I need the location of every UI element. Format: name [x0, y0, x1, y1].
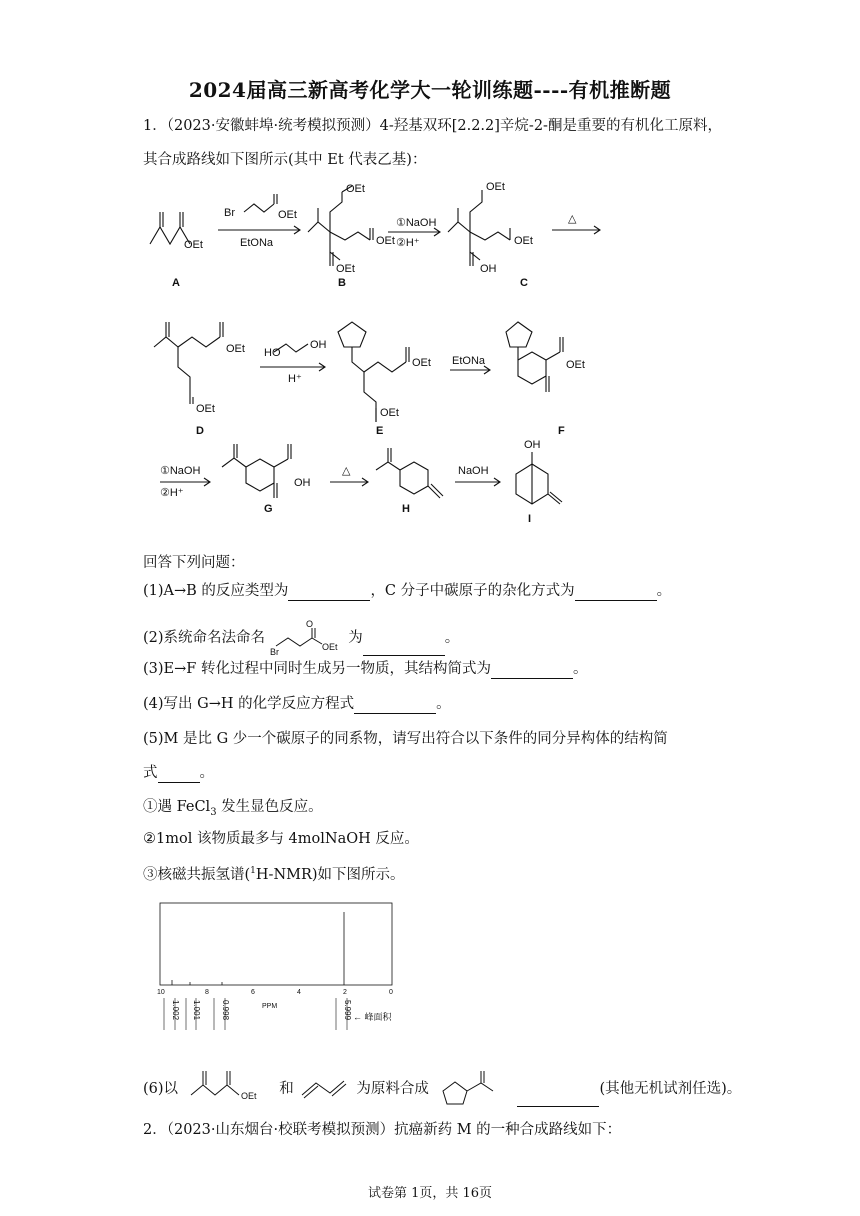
svg-text:②H⁺: ②H⁺ [396, 237, 420, 249]
svg-text:D: D [196, 425, 204, 437]
synthesis-scheme [140, 182, 620, 532]
svg-text:OH: OH [524, 439, 541, 451]
svg-text:OEt: OEt [240, 1091, 257, 1101]
answer-blank[interactable] [363, 639, 445, 656]
q2-intro: 2．（2023·山东烟台·校联考模拟预测）抗癌新药 M 的一种合成路线如下： [143, 1122, 622, 1138]
integral-label: 5.999 [343, 1000, 352, 1021]
svg-text:②H⁺: ②H⁺ [160, 487, 184, 499]
answer-blank[interactable] [354, 697, 436, 714]
nmr-spectrum [150, 898, 410, 1036]
svg-text:F: F [558, 425, 565, 437]
answer-blank[interactable] [575, 584, 657, 601]
condition-2: ②1mol 该物质最多与 4molNaOH 反应。 [143, 831, 419, 847]
answer-blank[interactable] [158, 766, 200, 783]
peak-area-label: ← 峰面积 [353, 1012, 392, 1022]
svg-text:OEt: OEt [196, 403, 215, 415]
q1-intro-line1: 1．（2023·安徽蚌埠·统考模拟预测）4-羟基双环[2.2.2]辛烷-2-酮是重要的有机化工原料， [143, 118, 722, 134]
q1-part6: (6)以 OEt 和 为原料合成 (其他无机试剂任选)。 [143, 1063, 741, 1107]
tick-label: 6 [251, 989, 255, 996]
q1-part3: (3)E→F 转化过程中同时生成另一物质，其结构简式为 。 [143, 661, 588, 677]
svg-text:OH: OH [294, 477, 311, 489]
svg-text:OEt: OEt [346, 183, 365, 195]
svg-text:OEt: OEt [486, 182, 505, 193]
svg-text:OEt: OEt [376, 235, 395, 247]
svg-text:OEt: OEt [321, 642, 338, 652]
condition-1: ①遇 FeCl$_3$ 发生显色反应。 [143, 799, 323, 818]
svg-text:OEt: OEt [278, 209, 297, 221]
tick-label: 4 [297, 989, 301, 996]
q1-part5-line2: 式 。 [143, 765, 214, 781]
svg-text:C: C [520, 277, 528, 289]
q1-part2: (2)系统命名法命名 O Br OEt 为 。 [143, 620, 460, 656]
svg-text:OEt: OEt [380, 407, 399, 419]
svg-text:△: △ [342, 465, 351, 477]
svg-text:OEt: OEt [514, 235, 533, 247]
svg-text:OH: OH [480, 263, 497, 275]
svg-text:△: △ [568, 213, 577, 225]
svg-text:A: A [172, 277, 180, 289]
svg-text:H: H [402, 503, 410, 515]
svg-text:O: O [305, 620, 313, 629]
integral-label: 0.998 [221, 1000, 230, 1021]
svg-text:①NaOH: ①NaOH [396, 217, 437, 229]
tick-label: 10 [157, 989, 165, 996]
tick-label: 2 [343, 989, 347, 996]
page-footer: 试卷第 1页，共 16页 [367, 1186, 493, 1201]
tick-label: 0 [389, 989, 393, 996]
svg-text:B: B [338, 277, 346, 289]
answer-blank[interactable] [491, 662, 573, 679]
answer-blank[interactable] [517, 1090, 599, 1107]
compound-a-structure [183, 1063, 275, 1103]
svg-text:Br: Br [224, 207, 235, 219]
page-title: 2024届高三新高考化学大一轮训练题----有机推断题 [188, 78, 672, 102]
condition-3: ③核磁共振氢谱($^1$H-NMR)如下图所示。 [143, 866, 405, 883]
svg-text:OEt: OEt [336, 263, 355, 275]
svg-text:①NaOH: ①NaOH [160, 465, 201, 477]
svg-text:OEt: OEt [184, 239, 203, 251]
answer-blank[interactable] [288, 584, 370, 601]
svg-text:NaOH: NaOH [458, 465, 489, 477]
svg-text:G: G [264, 503, 273, 515]
svg-text:OEt: OEt [412, 357, 431, 369]
butadiene-structure [298, 1071, 356, 1101]
q1-part1: (1)A→B 的反应类型为 ，C 分子中碳原子的杂化方式为 。 [143, 583, 672, 599]
svg-text:OEt: OEt [226, 343, 245, 355]
svg-text:I: I [528, 513, 532, 525]
integral-label: 1.001 [192, 1000, 201, 1021]
svg-text:H⁺: H⁺ [288, 373, 302, 385]
answer-prompt: 回答下列问题： [143, 555, 245, 571]
svg-text:EtONa: EtONa [452, 355, 486, 367]
svg-text:OH: OH [310, 339, 327, 351]
q1-intro-line2: 其合成路线如下图所示(其中 Et 代表乙基)： [143, 152, 427, 168]
svg-text:HO: HO [264, 347, 281, 359]
target-product-structure [433, 1065, 517, 1107]
x-axis-label: PPM [262, 1003, 278, 1010]
svg-text:E: E [376, 425, 384, 437]
svg-text:EtONa: EtONa [240, 237, 274, 249]
ethyl-bromopropanoate-structure [270, 620, 344, 656]
svg-text:OEt: OEt [566, 359, 585, 371]
tick-label: 8 [205, 989, 209, 996]
integral-label: 1.002 [171, 1000, 180, 1021]
q1-part5-line1: (5)M 是比 G 少一个碳原子的同系物，请写出符合以下条件的同分异构体的结构简 [143, 731, 668, 747]
svg-text:Br: Br [269, 647, 279, 656]
q1-part4: (4)写出 G→H 的化学反应方程式 。 [143, 696, 451, 712]
